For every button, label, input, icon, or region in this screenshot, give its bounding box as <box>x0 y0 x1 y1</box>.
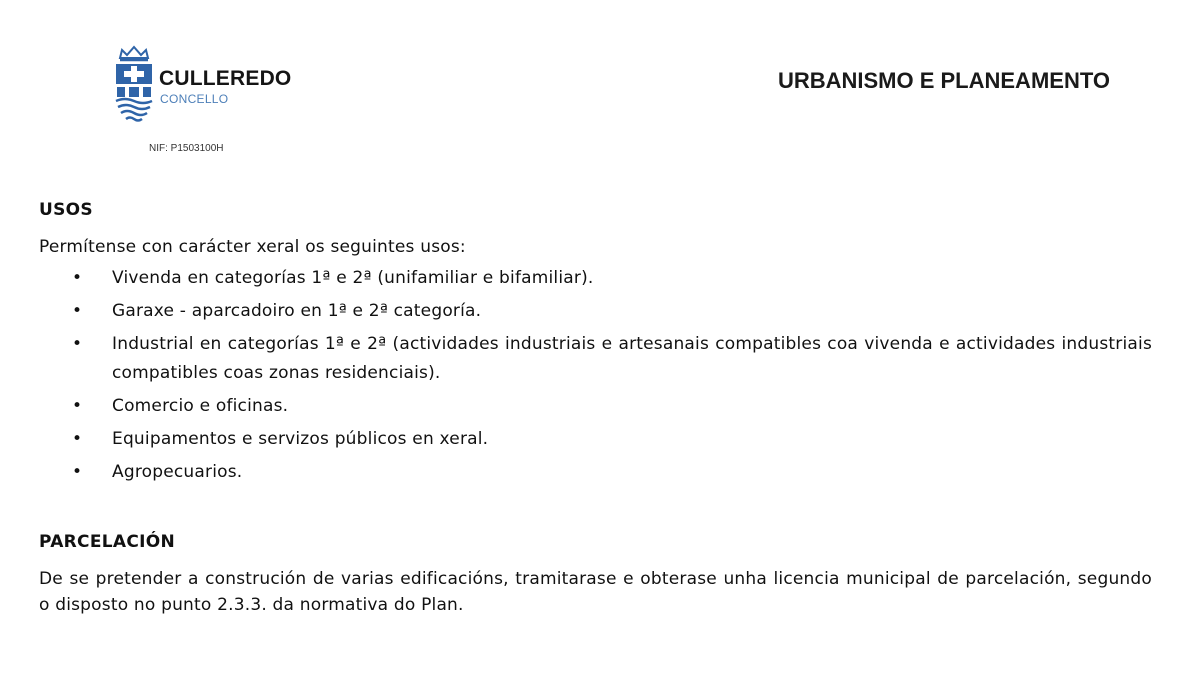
parcelacion-heading: PARCELACIÓN <box>39 532 176 552</box>
list-item <box>0 264 1200 293</box>
coat-of-arms-icon <box>112 44 156 126</box>
uses-list <box>0 264 1200 487</box>
list-item-text: Vivenda en categorías 1ª e 2ª (unifamiliar e bifamiliar). <box>112 268 594 288</box>
list-item-text: Industrial en categorías 1ª e 2ª (actividades industriais e artesanais compatibles coa vivenda e actividades industriais compatibles coas zonas residenciais). <box>112 334 1152 383</box>
list-item <box>0 297 1200 326</box>
bullet-icon: • <box>72 462 83 482</box>
bullet-icon: • <box>72 429 83 449</box>
list-item <box>0 458 1200 487</box>
department-title: URBANISMO E PLANEAMENTO <box>777 68 1110 93</box>
bullet-icon: • <box>72 396 83 416</box>
bullet-icon: • <box>72 268 83 288</box>
brand-subtitle: CONCELLO <box>160 92 229 106</box>
culleredo-logo <box>112 44 292 126</box>
bullet-icon: • <box>72 334 83 354</box>
list-item-text: Comercio e oficinas. <box>112 396 289 416</box>
usos-intro: Permítense con carácter xeral os seguintes usos: <box>39 237 466 257</box>
bullet-icon: • <box>72 301 83 321</box>
list-item <box>0 330 1200 388</box>
list-item <box>0 425 1200 454</box>
list-item-text: Agropecuarios. <box>112 462 243 482</box>
usos-heading: USOS <box>39 200 93 220</box>
list-item-text: Garaxe - aparcadoiro en 1ª e 2ª categoría. <box>112 301 482 321</box>
parcelacion-text: De se pretender a construción de varias edificacións, tramitarase e obterase unha licencia municipal de parcelación, segundo o disposto no punto 2.3.3. da normativa do Plan. <box>39 569 1152 615</box>
tax-id: NIF: P1503100H <box>149 143 224 154</box>
list-item-text: Equipamentos e servizos públicos en xeral. <box>112 429 489 449</box>
brand-name: CULLEREDO <box>159 67 292 90</box>
list-item <box>0 392 1200 421</box>
